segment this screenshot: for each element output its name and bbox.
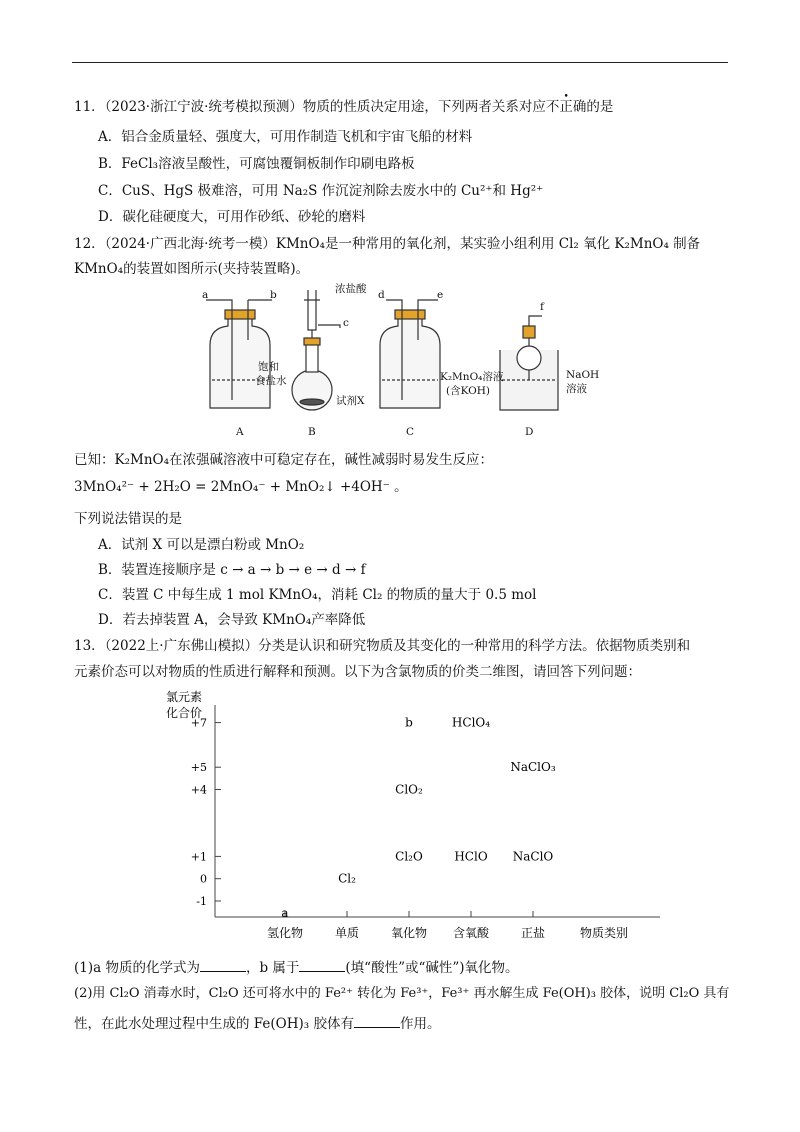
port-d: d xyxy=(378,289,385,301)
data-point-label: a xyxy=(281,906,289,920)
label-A: A xyxy=(236,426,244,438)
blank-1[interactable] xyxy=(200,957,246,972)
acid-label: 浓盐酸 xyxy=(335,283,367,295)
y-tick-label: +7 xyxy=(190,716,207,730)
q13-sub2-line2: 性，在此水处理过程中生成的 Fe(OH)₃ 胶体有 作用。 xyxy=(74,1013,441,1033)
y-tick-label: +4 xyxy=(190,783,207,797)
q13-sub2-line1: (2)用 Cl₂O 消毒水时，Cl₂O 还可将水中的 Fe²⁺ 转化为 Fe³⁺，Fe³⁺ 再水解生成 Fe(OH)₃ 胶体，说明 Cl₂O 具有 xyxy=(74,986,730,1001)
data-point-label: NaClO₃ xyxy=(510,760,556,775)
x-axis-label: 物质类别 xyxy=(580,926,629,940)
q12-stem-line2: KMnO₄的装置如图所示(夹持装置略)。 xyxy=(74,261,310,277)
valence-category-chart xyxy=(140,685,680,945)
emphasis-not-correct: 不正确 xyxy=(545,99,587,115)
data-point-label: HClO xyxy=(454,849,488,864)
label-D: D xyxy=(525,426,534,438)
q13-stem-line2: 元素价态可以对物质的性质进行解释和预测。以下为含氯物质的价类二维图，请回答下列问题： xyxy=(74,664,641,680)
data-point-label: NaClO xyxy=(512,849,554,864)
y-axis-label-1: 氯元素 xyxy=(166,690,203,704)
q12-option-d[interactable]: D．若去掉装置 A，会导致 KMnO₄产率降低 xyxy=(98,612,366,628)
y-tick-label: 0 xyxy=(200,872,207,886)
q13-sub1: (1)a 物质的化学式为 ，b 属于 (填“酸性”或“碱性”)氧化物。 xyxy=(74,957,519,977)
x-tick-label: 含氧酸 xyxy=(452,926,490,940)
q12-option-a[interactable]: A．试剂 X 可以是漂白粉或 MnO₂ xyxy=(98,537,305,553)
q12-equation: 3MnO₄²⁻ + 2H₂O = 2MnO₄⁻ + MnO₂↓ +4OH⁻ 。 xyxy=(74,479,408,495)
q12-option-b[interactable]: B．装置连接顺序是 c → a → b → e → d → f xyxy=(98,562,366,578)
reagent-x-label: 试剂X xyxy=(336,395,365,407)
x-tick-label: 氢化物 xyxy=(266,926,304,940)
data-point-label: ClO₂ xyxy=(395,782,423,797)
sol-d-label-1: NaOH xyxy=(566,369,600,381)
sol-c-label-2: (含KOH) xyxy=(446,385,491,397)
sol-c-label-1: K₂MnO₄溶液 xyxy=(440,371,504,383)
q11-option-d[interactable]: D．碳化硅硬度大，可用作砂纸、砂轮的磨料 xyxy=(98,209,366,225)
apparatus-diagram xyxy=(190,280,610,442)
q11-option-c[interactable]: C．CuS、HgS 极难溶，可用 Na₂S 作沉淀剂除去废水中的 Cu²⁺和 Hg²⁺ xyxy=(98,183,544,199)
port-e: e xyxy=(437,289,444,301)
y-tick-label: +5 xyxy=(190,761,207,775)
x-tick-label: 氧化物 xyxy=(390,926,428,940)
q11-option-a[interactable]: A．铝合金质量轻、强度大，可用作制造飞机和宇宙飞船的材料 xyxy=(98,129,473,145)
port-a: a xyxy=(202,289,209,301)
q11-option-b[interactable]: B．FeCl₃溶液呈酸性，可腐蚀覆铜板制作印刷电路板 xyxy=(98,156,415,172)
q12-ask: 下列说法错误的是 xyxy=(74,511,182,527)
brine-label-2: 食盐水 xyxy=(255,375,287,387)
y-axis-label-2: 化合价 xyxy=(166,706,203,720)
x-tick-label: 单质 xyxy=(334,926,360,940)
y-tick-label: -1 xyxy=(196,895,207,908)
top-rule xyxy=(72,62,728,63)
data-point-label: Cl₂ xyxy=(338,871,356,886)
blank-3[interactable] xyxy=(354,1013,400,1028)
label-B: B xyxy=(308,426,316,438)
q12-known: 已知：K₂MnO₄在浓强碱溶液中可稳定存在，碱性减弱时易发生反应： xyxy=(74,452,493,468)
q12-option-c[interactable]: C．装置 C 中每生成 1 mol KMnO₄，消耗 Cl₂ 的物质的量大于 0.5 mol xyxy=(98,587,537,603)
q11-stem: 11．（2023·浙江宁波·统考模拟预测）物质的性质决定用途，下列两者关系对应不正确的是 xyxy=(74,99,614,115)
q13-stem-line1: 13．（2022上·广东佛山模拟）分类是认识和研究物质及其变化的一种常用的科学方法。依据物质类别和 xyxy=(74,638,691,654)
x-tick-label: 正盐 xyxy=(520,926,546,940)
port-c: c xyxy=(343,317,349,329)
label-C: C xyxy=(406,426,415,438)
sol-d-label-2: 溶液 xyxy=(566,383,587,395)
q12-stem-line1: 12．（2024·广西北海·统考一模）KMnO₄是一种常用的氧化剂，某实验小组利用 Cl₂ 氧化 K₂MnO₄ 制备 xyxy=(74,236,701,252)
blank-2[interactable] xyxy=(299,957,345,972)
brine-label-1: 饱和 xyxy=(258,361,279,373)
data-point-label: Cl₂O xyxy=(395,849,423,864)
port-f: f xyxy=(540,301,544,313)
data-point-label: HClO₄ xyxy=(451,715,491,730)
data-point-label: b xyxy=(405,715,413,730)
port-b: b xyxy=(270,289,277,301)
y-tick-label: +1 xyxy=(190,850,207,864)
